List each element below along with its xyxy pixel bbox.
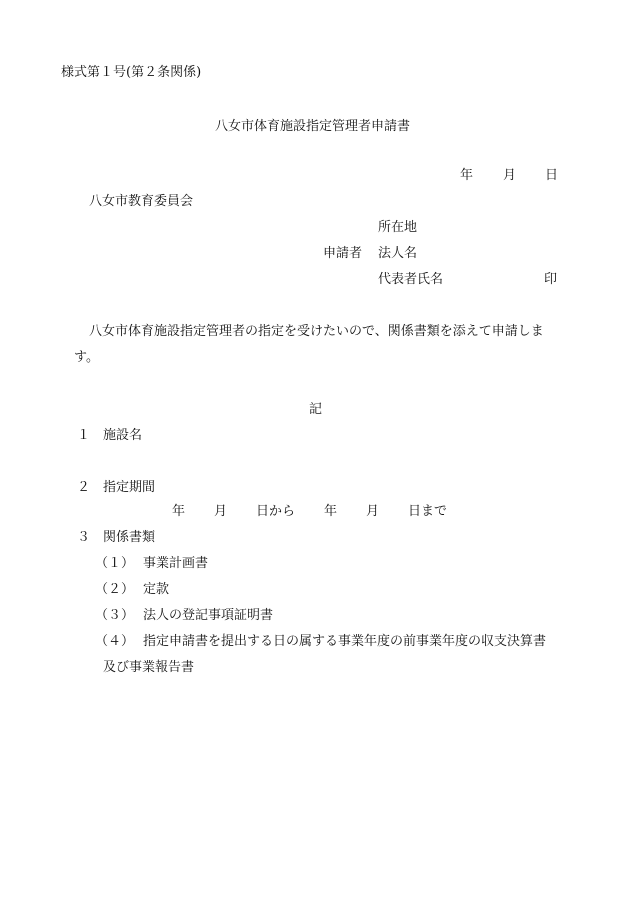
item-label: 指定期間 [103,480,156,495]
applicant-label: 申請者 [323,246,363,261]
item-facility-name [77,429,142,442]
doc-item-number: （４） [95,634,135,649]
item-number: ２ [77,480,91,495]
period-end-month: 月 [366,504,380,519]
item-label: 施設名 [103,428,143,443]
date-day-label: 日 [545,168,559,183]
applicant-rep-name-label: 代表者氏名 [378,272,444,287]
document-title: 八女市体育施設指定管理者申請書 [215,119,411,134]
doc-item-text: 指定申請書を提出する日の属する事業年度の前事業年度の収支決算書 [143,634,547,649]
doc-item-number: （３） [95,608,135,623]
doc-item [95,583,169,596]
doc-item-text: 定款 [143,582,170,597]
item-number: １ [77,428,91,443]
period-start-month: 月 [214,504,228,519]
item-designation-period [77,481,155,494]
addressee: 八女市教育委員会 [89,194,194,209]
applicant-address-label: 所在地 [378,220,418,235]
doc-item [95,635,546,648]
body-text-line-1: 八女市体育施設指定管理者の指定を受けたいので、関係書類を添えて申請しま [89,324,544,339]
body-text-line-2: す。 [74,350,99,365]
applicant-corp-name-label: 法人名 [378,246,418,261]
ki-heading: 記 [309,402,323,417]
doc-item-text: 事業計画書 [143,556,209,571]
item-related-documents [77,531,155,544]
period-end-day: 日まで [408,504,448,519]
doc-item-text: 法人の登記事項証明書 [143,608,274,623]
seal-mark: 印 [544,272,558,287]
period-start-day: 日から [256,504,296,519]
date-month-label: 月 [503,168,517,183]
period-start-year: 年 [172,504,186,519]
doc-item [95,557,208,570]
date-year-label: 年 [460,168,474,183]
doc-item-number: （１） [95,556,135,571]
doc-item-continuation: 及び事業報告書 [103,660,195,675]
item-number: ３ [77,530,91,545]
doc-item-number: （２） [95,582,135,597]
period-end-year: 年 [324,504,338,519]
form-number: 様式第１号(第２条関係) [61,65,202,80]
item-label: 関係書類 [103,530,156,545]
doc-item [95,609,273,622]
